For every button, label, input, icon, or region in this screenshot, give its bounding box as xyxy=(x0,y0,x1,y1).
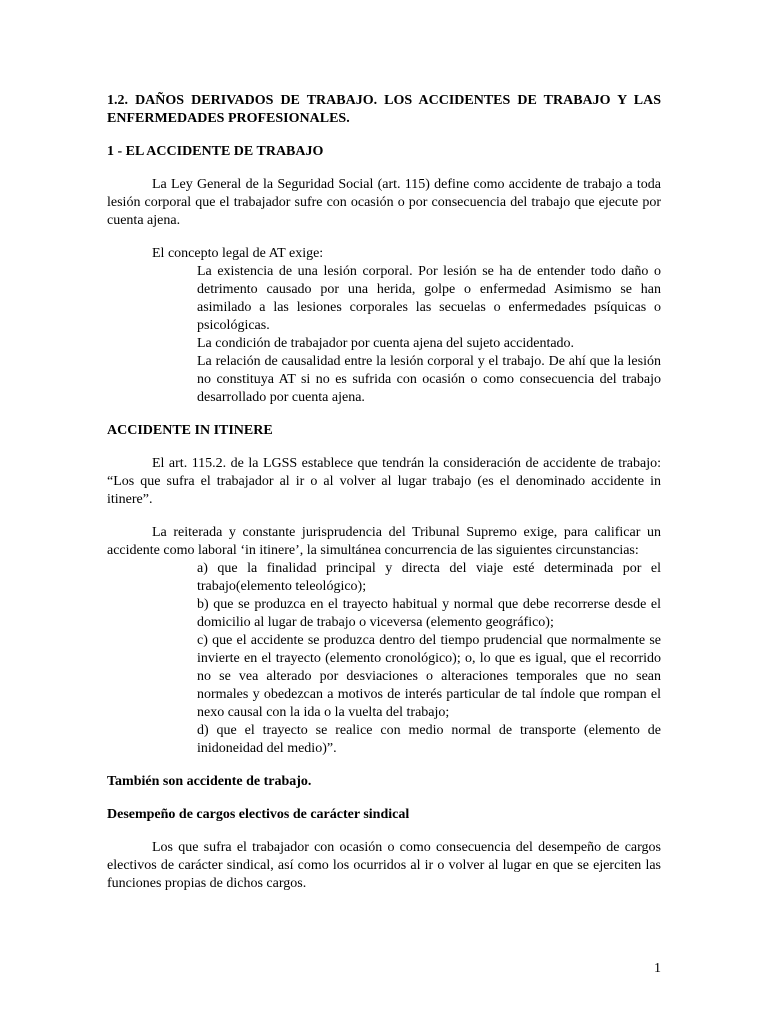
paragraph-art-115: El art. 115.2. de la LGSS establece que tendrán la consideración de accidente de trabajo: “Los que sufra el trabajador al ir o al volver al lugar trabajo (es el denominado accidente in itinere”. xyxy=(107,456,661,507)
requirement-item: La condición de trabajador por cuenta ajena del sujeto accidentado. xyxy=(197,336,575,351)
paragraph-definition: La Ley General de la Seguridad Social (art. 115) define como accidente de trabajo a toda lesión corporal que el trabajador sufre con ocasión o por consecuencia del trabajo que ejecute por cuenta ajena. xyxy=(107,177,661,228)
section-heading-in-itinere: ACCIDENTE IN ITINERE xyxy=(107,423,273,438)
document-title: 1.2. DAÑOS DERIVADOS DE TRABAJO. LOS ACCIDENTES DE TRABAJO Y LAS ENFERMEDADES PROFESIONALES. xyxy=(107,93,661,126)
circumstances-list xyxy=(107,560,661,758)
paragraph-cargos-sindicales: Los que sufra el trabajador con ocasión o como consecuencia del desempeño de cargos electivos de carácter sindical, así como los ocurridos al ir o volver al lugar en que se ejerciten las funciones propias de dichos cargos. xyxy=(107,840,661,891)
page-number: 1 xyxy=(654,961,661,976)
circumstance-item: a) que la finalidad principal y directa del viaje esté determinada por el trabajo(elemento teleológico); xyxy=(197,561,661,594)
requirement-item: La relación de causalidad entre la lesión corporal y el trabajo. De ahí que la lesión no constituya AT si no es sufrida con ocasión o como consecuencia del trabajo desarrollado por cuenta ajena. xyxy=(197,354,661,405)
paragraph-concepto-legal: El concepto legal de AT exige: xyxy=(152,246,324,261)
section-heading-tambien: También son accidente de trabajo. xyxy=(107,774,312,789)
requirements-list xyxy=(107,263,661,407)
paragraph-jurisprudencia: La reiterada y constante jurisprudencia del Tribunal Supremo exige, para calificar un accidente como laboral ‘in itinere’, la simultánea concurrencia de las siguientes circunstancias: xyxy=(107,525,661,558)
circumstance-item: b) que se produzca en el trayecto habitual y normal que debe recorrerse desde el domicilio al lugar de trabajo o viceversa (elemento geográfico); xyxy=(197,597,661,630)
circumstance-item: c) que el accidente se produzca dentro del tiempo prudencial que normalmente se invierte en el trayecto (elemento cronológico); o, lo que es igual, que el recorrido no se vea alterado por desviaciones o alteraciones temporales que no sean normales y obedezcan a motivos de interés particular de tal índole que rompan el nexo causal con la ida o la vuelta del trabajo; xyxy=(197,633,661,720)
section-heading-accidente-de-trabajo: 1 - EL ACCIDENTE DE TRABAJO xyxy=(107,144,324,159)
requirement-item: La existencia de una lesión corporal. Por lesión se ha de entender todo daño o detrimento causado por una herida, golpe o enfermedad Asimismo se han asimilado a las lesiones corporales las secuelas o enfermedades psíquicas o psicológicas. xyxy=(197,264,661,333)
subheading-cargos-electivos: Desempeño de cargos electivos de carácter sindical xyxy=(107,807,410,822)
circumstance-item: d) que el trayecto se realice con medio normal de transporte (elemento de inidoneidad del medio)”. xyxy=(197,723,661,756)
